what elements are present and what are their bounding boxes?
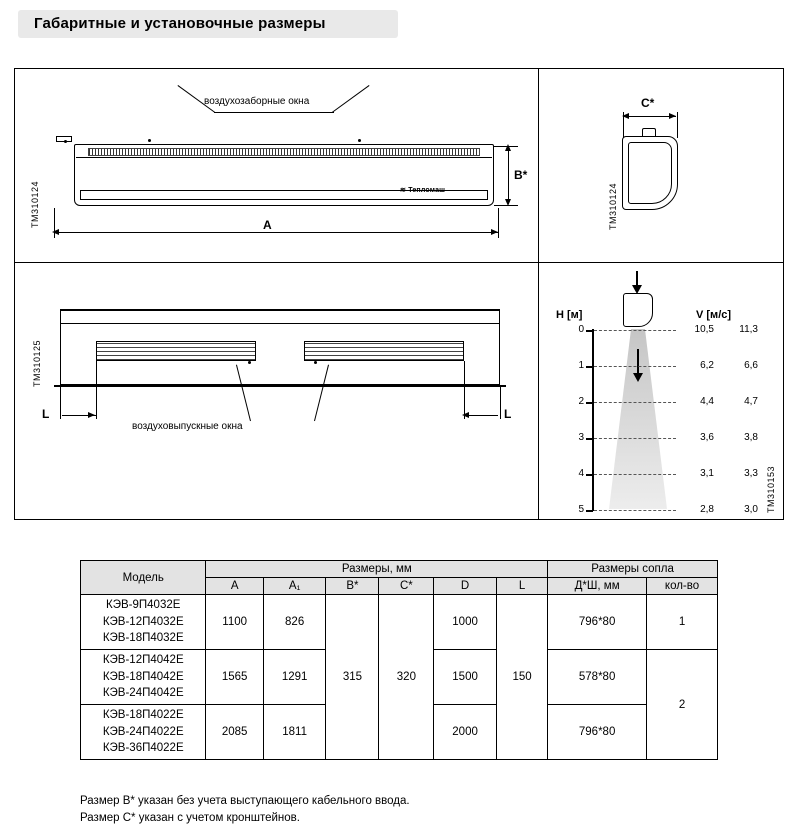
v1-value-5: 2,8 bbox=[700, 504, 714, 515]
h-grid-5 bbox=[594, 510, 676, 512]
v1-value-4: 3,1 bbox=[700, 468, 714, 479]
v2-value-3: 3,8 bbox=[744, 432, 758, 443]
table-row bbox=[81, 595, 718, 650]
h-value-2: 2 bbox=[578, 396, 584, 407]
unit-side-inner bbox=[628, 142, 672, 204]
h-tick-5 bbox=[586, 510, 593, 512]
brand-logo: ≋ Тепломаш bbox=[400, 187, 446, 194]
cell-a-1: 1100 bbox=[206, 595, 263, 650]
dim-b-ext-bottom bbox=[494, 205, 518, 206]
th-col-l: L bbox=[496, 578, 547, 595]
h-grid-1 bbox=[594, 366, 676, 368]
cell-count-1: 1 bbox=[647, 595, 718, 650]
cell-a1-1: 826 bbox=[263, 595, 326, 650]
v1-value-0: 10,5 bbox=[694, 324, 714, 335]
dim-a-ext-left bbox=[54, 208, 55, 238]
th-col-d: D bbox=[434, 578, 497, 595]
callout-outlet-windows: воздуховыпускные окна bbox=[132, 421, 243, 432]
callout-intake-dot-right bbox=[358, 139, 361, 142]
v2-value-1: 6,6 bbox=[744, 360, 758, 371]
cell-count-2: 2 bbox=[647, 650, 718, 760]
cell-a1-3: 1811 bbox=[263, 705, 326, 760]
v2-value-5: 3,0 bbox=[744, 504, 758, 515]
h-value-0: 0 bbox=[578, 324, 584, 335]
v1-value-3: 3,6 bbox=[700, 432, 714, 443]
cell-nozzle-1: 796*80 bbox=[548, 595, 647, 650]
drawing-code-front: TM310124 bbox=[30, 180, 40, 228]
dim-l-right-ext-a bbox=[464, 361, 465, 419]
callout-intake-dot-left bbox=[148, 139, 151, 142]
cell-c-all: 320 bbox=[379, 595, 434, 760]
dim-a-ext-right bbox=[498, 208, 499, 238]
dim-l-left-ext-b bbox=[96, 361, 97, 419]
model-name: КЭВ-18П4032Е bbox=[102, 632, 184, 645]
dim-l-right-label: L bbox=[504, 407, 512, 421]
dim-l-left-arrow bbox=[88, 412, 95, 418]
table-header-row-1 bbox=[81, 561, 718, 578]
h-grid-4 bbox=[594, 474, 676, 476]
dim-a-arrow-right bbox=[491, 229, 498, 235]
cell-d-1: 1000 bbox=[434, 595, 497, 650]
model-name: КЭВ-36П4022Е bbox=[102, 742, 184, 755]
axis-label-v: V [м/c] bbox=[696, 309, 732, 321]
h-tick-2 bbox=[586, 402, 593, 404]
spec-table bbox=[80, 560, 718, 760]
cell-d-3: 2000 bbox=[434, 705, 497, 760]
th-model: Модель bbox=[81, 561, 206, 595]
unit-bottom-baseline bbox=[54, 385, 506, 387]
v1-value-2: 4,4 bbox=[700, 396, 714, 407]
drawing-front-view bbox=[14, 68, 538, 262]
cell-b-all: 315 bbox=[326, 595, 379, 760]
cell-a-2: 1565 bbox=[206, 650, 263, 705]
h-grid-2 bbox=[594, 402, 676, 404]
h-value-3: 3 bbox=[578, 432, 584, 443]
v2-value-4: 3,3 bbox=[744, 468, 758, 479]
model-name: КЭВ-18П4022Е bbox=[102, 709, 184, 722]
cell-models-1 bbox=[81, 595, 206, 650]
cell-models-3 bbox=[81, 705, 206, 760]
drawing-code-velocity: TM310153 bbox=[766, 465, 776, 513]
th-nozzle-group: Размеры сопла bbox=[548, 561, 718, 578]
drawing-bottom-view bbox=[14, 263, 538, 520]
dim-l-right-arrow bbox=[462, 412, 469, 418]
callout-outlet-dot-right bbox=[314, 361, 317, 364]
model-name: КЭВ-12П4042Е bbox=[102, 654, 184, 667]
h-value-4: 4 bbox=[578, 468, 584, 479]
h-grid-3 bbox=[594, 438, 676, 440]
th-col-c: C* bbox=[379, 578, 434, 595]
th-col-nozzle-count: кол-во bbox=[647, 578, 718, 595]
dim-a-line bbox=[54, 232, 498, 233]
h-tick-4 bbox=[586, 474, 593, 476]
dim-c-ext-left bbox=[623, 112, 624, 138]
cell-nozzle-3: 796*80 bbox=[548, 705, 647, 760]
dim-l-left-ext-a bbox=[60, 385, 61, 419]
jet-direction-stem bbox=[637, 349, 639, 375]
model-name: КЭВ-24П4042Е bbox=[102, 687, 184, 700]
dim-b-line bbox=[508, 146, 509, 204]
dim-c-label: C* bbox=[641, 96, 655, 110]
unit-bottom-top-edge bbox=[60, 309, 500, 311]
outlet-nozzle-right bbox=[304, 341, 464, 361]
velocity-unit-icon bbox=[623, 293, 653, 327]
cell-d-2: 1500 bbox=[434, 650, 497, 705]
model-name: КЭВ-12П4032Е bbox=[102, 615, 184, 628]
model-name: КЭВ-9П4032Е bbox=[106, 599, 181, 611]
h-value-5: 5 bbox=[578, 504, 584, 515]
h-value-1: 1 bbox=[578, 360, 584, 371]
th-col-nozzle-size: Д*Ш, мм bbox=[548, 578, 647, 595]
cell-a1-2: 1291 bbox=[263, 650, 326, 705]
dim-l-right-line bbox=[464, 415, 498, 416]
spec-table-wrapper bbox=[80, 560, 718, 760]
dim-b-ext-top bbox=[494, 146, 518, 147]
axis-label-h: H [м] bbox=[556, 309, 583, 321]
cell-l-all: 150 bbox=[496, 595, 547, 760]
page-title: Габаритные и установочные размеры bbox=[34, 15, 326, 32]
note-line-1: Размер B* указан без учета выступающего кабельного ввода. bbox=[80, 795, 410, 807]
th-col-a: A bbox=[206, 578, 263, 595]
th-col-b: B* bbox=[326, 578, 379, 595]
callout-outlet-dot-left bbox=[248, 361, 251, 364]
cell-a-3: 2085 bbox=[206, 705, 263, 760]
cell-nozzle-2: 578*80 bbox=[548, 650, 647, 705]
jet-direction-arrow bbox=[633, 373, 643, 382]
dim-b-label: B* bbox=[514, 168, 528, 182]
dim-l-right-ext-b bbox=[500, 385, 501, 419]
callout-intake-windows: воздухозаборные окна bbox=[204, 96, 310, 107]
h-tick-1 bbox=[586, 366, 593, 368]
h-axis-line bbox=[592, 329, 594, 511]
model-name: КЭВ-18П4042Е bbox=[102, 670, 184, 683]
intake-grille bbox=[88, 148, 480, 156]
note-line-2: Размер C* указан с учетом кронштейнов. bbox=[80, 811, 300, 824]
th-dims-group: Размеры, мм bbox=[206, 561, 548, 578]
v2-value-2: 4,7 bbox=[744, 396, 758, 407]
dim-l-left-label: L bbox=[42, 407, 50, 421]
table-notes bbox=[80, 793, 410, 826]
h-tick-0 bbox=[586, 330, 593, 332]
dim-c-arrow-right bbox=[669, 113, 676, 119]
dim-c-ext-right bbox=[677, 112, 678, 138]
dim-a-label: A bbox=[263, 218, 272, 232]
h-grid-0 bbox=[594, 330, 676, 332]
callout-intake-leader-right bbox=[332, 85, 370, 113]
velocity-diagram bbox=[538, 263, 784, 520]
cell-models-2 bbox=[81, 650, 206, 705]
drawing-side-view bbox=[538, 68, 784, 262]
drawing-code-bottom: TM310125 bbox=[32, 339, 42, 387]
model-name: КЭВ-24П4022Е bbox=[102, 725, 184, 738]
h-tick-3 bbox=[586, 438, 593, 440]
v2-value-0: 11,3 bbox=[739, 324, 758, 335]
drawing-code-side: TM310124 bbox=[608, 182, 618, 230]
outlet-nozzle-left bbox=[96, 341, 256, 361]
bracket-left-hole bbox=[64, 140, 67, 143]
callout-intake-leader-base bbox=[214, 112, 334, 113]
v1-value-1: 6,2 bbox=[700, 360, 714, 371]
th-col-a1: A₁ bbox=[263, 578, 326, 595]
